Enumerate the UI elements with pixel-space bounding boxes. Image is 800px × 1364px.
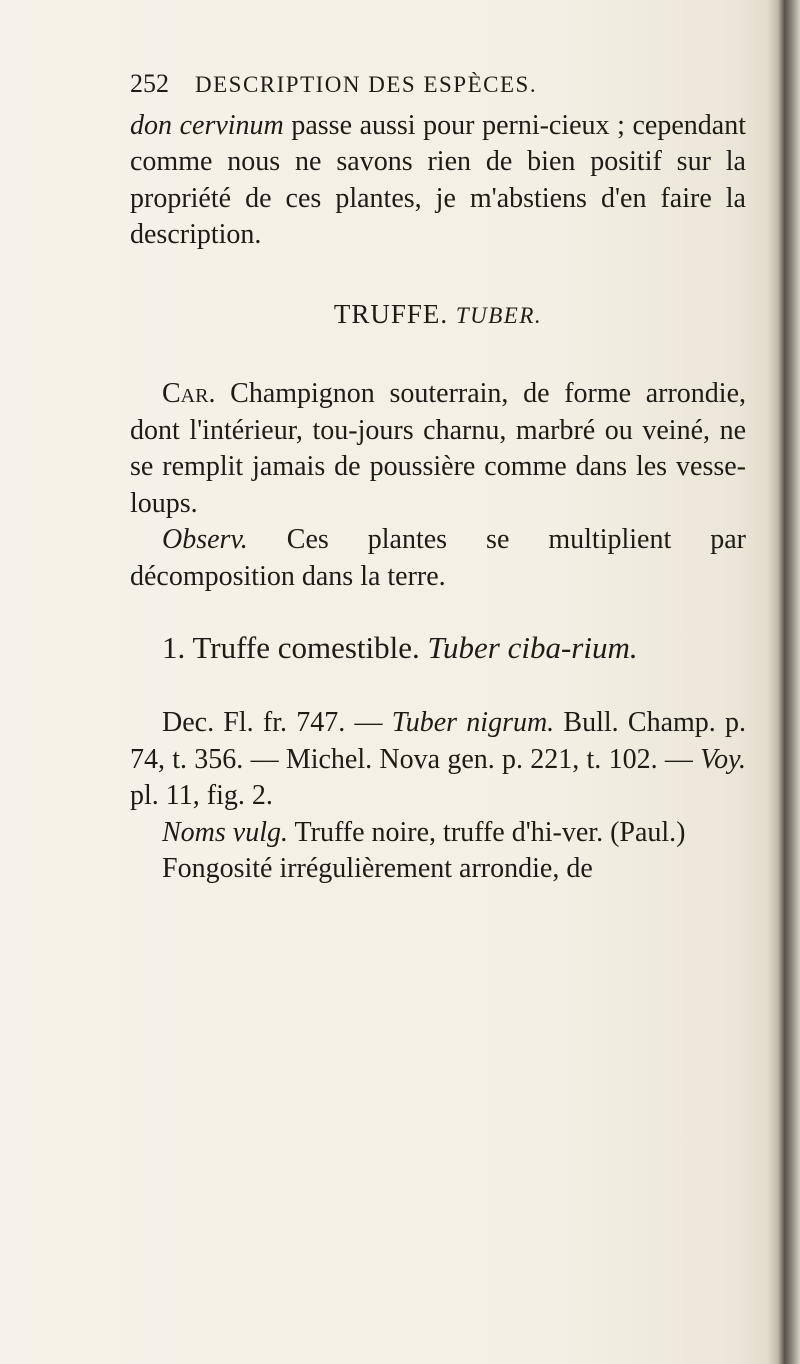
page-text bbox=[130, 66, 746, 888]
character-text: Champignon souterrain, de forme arrondie, dont l'intérieur, tou-jours charnu, marbré ou veiné, ne se remplit jamais de poussière comme dans les vesse-loups. bbox=[130, 378, 746, 519]
intro-paragraph bbox=[130, 108, 746, 254]
observation-label: Observ. bbox=[162, 524, 248, 555]
intro-italic-name: don cervinum bbox=[130, 109, 284, 141]
page-edge bbox=[766, 0, 800, 1364]
genus-name: TRUFFE. bbox=[333, 298, 449, 329]
genus-latin: TUBER. bbox=[455, 302, 543, 328]
species-heading bbox=[130, 629, 746, 667]
genus-heading bbox=[130, 296, 746, 335]
observation-paragraph bbox=[130, 522, 746, 595]
running-title: DESCRIPTION DES ESPÈCES. bbox=[195, 72, 538, 97]
references-part3: pl. 11, fig. 2. bbox=[130, 780, 273, 811]
vernacular-paragraph bbox=[130, 815, 746, 852]
character-label: Car. bbox=[162, 378, 216, 409]
species-number: 1. bbox=[162, 630, 186, 665]
vernacular-text: Truffe noire, truffe d'hi-ver. (Paul.) bbox=[288, 816, 686, 848]
references-part2: Bull. Champ. p. 74, t. 356. — Michel. Nova gen. p. 221, t. 102. — bbox=[130, 707, 747, 775]
references-voy: Voy. bbox=[700, 743, 746, 775]
description-text: Fongosité irrégulièrement arrondie, de bbox=[162, 853, 593, 884]
species-name: Truffe comestible. bbox=[185, 630, 428, 665]
description-paragraph bbox=[130, 851, 746, 888]
observation-text: Ces plantes se multiplient par décomposition dans la terre. bbox=[130, 524, 746, 592]
page-number: 252 bbox=[130, 69, 169, 98]
references-latin: Tuber nigrum. bbox=[391, 707, 555, 738]
running-header bbox=[130, 66, 746, 104]
references-paragraph bbox=[130, 705, 746, 815]
references-part1: Dec. Fl. fr. 747. — bbox=[162, 707, 392, 738]
species-latin: Tuber ciba-rium. bbox=[427, 630, 638, 665]
intro-text: passe aussi pour perni-cieux ; cependant comme nous ne savons rien de bien positif sur la propriété de ces plantes, je m'abstiens d'en faire la description. bbox=[130, 109, 746, 250]
character-paragraph bbox=[130, 376, 746, 522]
vernacular-label: Noms vulg. bbox=[162, 816, 288, 848]
